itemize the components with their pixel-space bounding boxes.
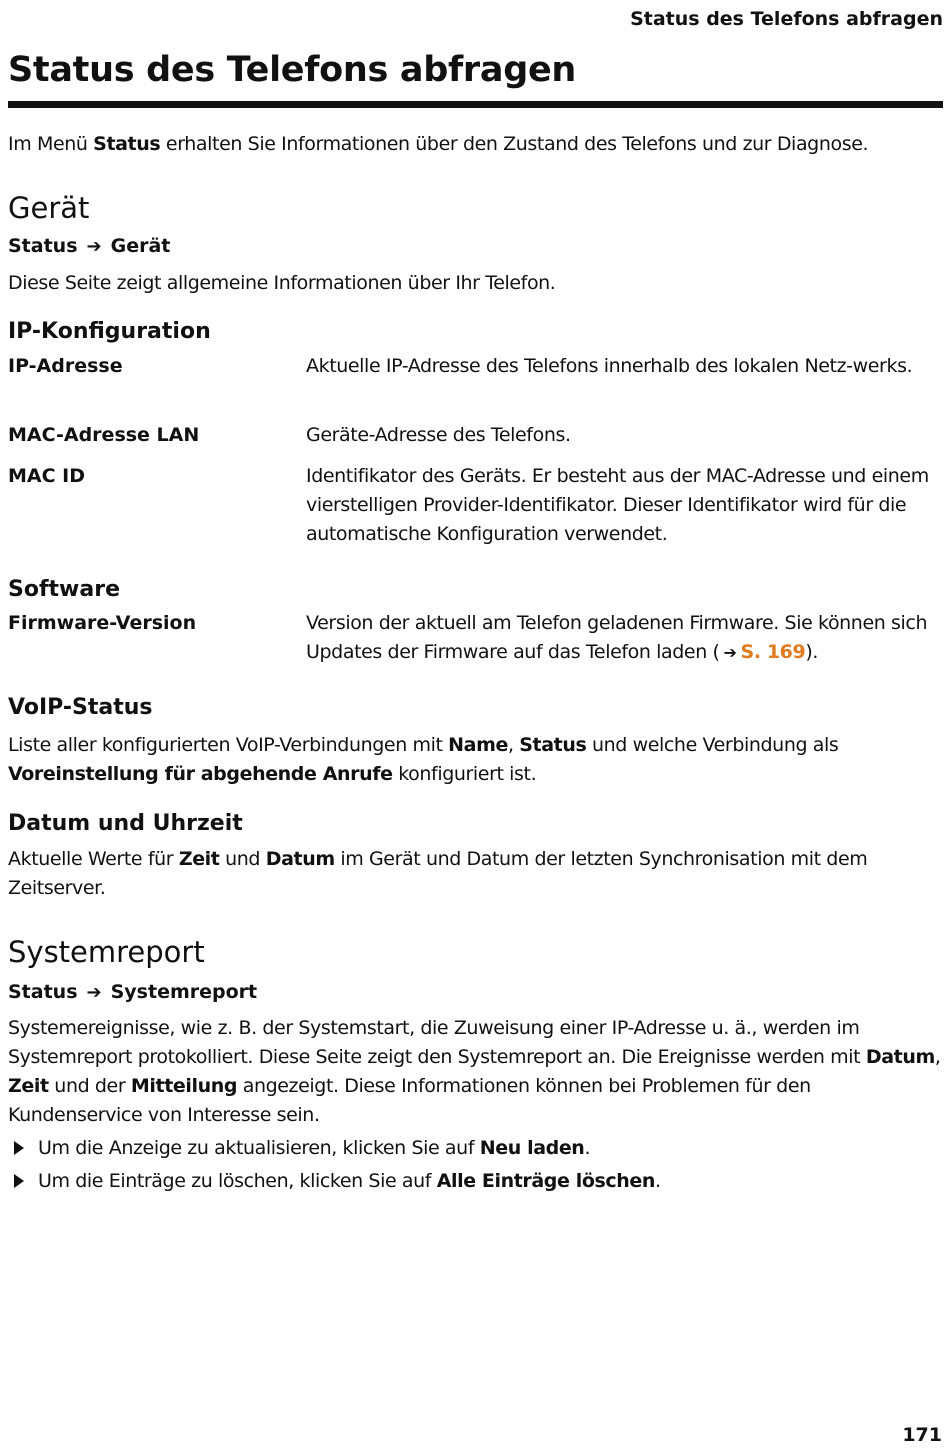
- page-title: Status des Telefons abfragen: [8, 50, 577, 90]
- datetime-text: Aktuelle Werte für: [8, 848, 179, 870]
- voip-text: und welche Verbindung als: [586, 734, 839, 756]
- definition-mac-adresse-lan: Geräte-Adresse des Telefons.: [306, 424, 571, 446]
- voip-text: Liste aller konfigurierten VoIP-Verbindungen mit: [8, 734, 449, 756]
- firmware-text-end: ).: [805, 641, 818, 663]
- systemreport-text: Systemereignisse, wie z. B. der Systemstart, die Zuweisung einer IP-Adresse u. ä., werden im Systemreport protokolliert. Diese Seite zeigt den Systemreport an. Die Ereignisse werden mit: [8, 1017, 866, 1068]
- list-item: [8, 1167, 661, 1196]
- definition-firmware-version: [306, 609, 946, 667]
- subheading-ip-konfiguration: IP-Konfiguration: [8, 319, 211, 344]
- definition-ip-adresse: Aktuelle IP-Adresse des Telefons innerhalb des lokalen Netz-werks.: [306, 355, 913, 377]
- list-item: [8, 1134, 590, 1163]
- bullet-text-end: .: [655, 1170, 661, 1192]
- systemreport-bold-mitteilung: Mitteilung: [130, 1075, 238, 1097]
- arrow-right-icon: ➔: [86, 236, 102, 257]
- nav-path-systemreport: [8, 978, 257, 1007]
- systemreport-text: ,: [934, 1046, 941, 1068]
- datetime-paragraph: [8, 845, 943, 903]
- term-mac-adresse-lan: MAC-Adresse LAN: [8, 424, 200, 446]
- intro-paragraph: [8, 130, 868, 159]
- intro-text: Im Menü: [8, 133, 94, 155]
- subheading-voip-status: VoIP-Status: [8, 695, 153, 720]
- voip-paragraph: [8, 731, 943, 789]
- subheading-software: Software: [8, 577, 120, 602]
- voip-bold-name: Name: [448, 734, 508, 756]
- page-number: 171: [902, 1424, 942, 1446]
- term-ip-adresse: IP-Adresse: [8, 355, 123, 377]
- systemreport-text-end: angezeigt. Diese Informationen können bei Problemen für den Kundenservice von Interesse sein.: [8, 1075, 811, 1126]
- intro-text-end: erhalten Sie Informationen über den Zustand des Telefons und zur Diagnose.: [160, 133, 869, 155]
- systemreport-paragraph: [8, 1014, 943, 1130]
- definition-mac-id: Identifikator des Geräts. Er besteht aus der MAC-Adresse und einem vierstelligen Provider-Identifikator. Dieser Identifikator wird für die automatische Konfiguration verwendet.: [306, 465, 929, 545]
- voip-text-end: konfiguriert ist.: [392, 763, 537, 785]
- nav-to: Gerät: [110, 235, 171, 257]
- section-heading-geraet: Gerät: [8, 191, 90, 225]
- bullet-text: Um die Anzeige zu aktualisieren, klicken Sie auf: [38, 1137, 480, 1159]
- section-heading-systemreport: Systemreport: [8, 935, 205, 969]
- page-reference-link[interactable]: S. 169: [740, 641, 806, 663]
- voip-bold-status: Status: [519, 734, 587, 756]
- intro-bold: Status: [93, 133, 161, 155]
- title-rule: [8, 101, 943, 108]
- bullet-text: Um die Einträge zu löschen, klicken Sie auf: [38, 1170, 437, 1192]
- nav-path-geraet: [8, 232, 170, 261]
- firmware-text: Version der aktuell am Telefon geladenen Firmware. Sie können sich Updates der Firmware auf das Telefon laden (: [306, 612, 928, 663]
- geraet-description: Diese Seite zeigt allgemeine Informationen über Ihr Telefon.: [8, 272, 556, 294]
- arrow-right-icon: ➔: [86, 982, 102, 1003]
- voip-bold-voreinstellung: Voreinstellung für abgehende Anrufe: [8, 763, 393, 785]
- bullet-triangle-icon: [14, 1174, 24, 1188]
- voip-text: ,: [507, 734, 520, 756]
- bullet-text-end: .: [584, 1137, 591, 1159]
- running-header: Status des Telefons abfragen: [630, 8, 943, 30]
- datetime-bold-datum: Datum: [265, 848, 335, 870]
- datetime-text-end: im Gerät und Datum der letzten Synchronisation mit dem Zeitserver.: [8, 848, 868, 899]
- systemreport-text: und der: [48, 1075, 131, 1097]
- arrow-right-icon: ➔: [723, 643, 737, 662]
- bullet-triangle-icon: [14, 1141, 24, 1155]
- datetime-bold-zeit: Zeit: [178, 848, 220, 870]
- alle-eintraege-loeschen-label: Alle Einträge löschen: [436, 1170, 655, 1192]
- subheading-datum-uhrzeit: Datum und Uhrzeit: [8, 811, 243, 836]
- nav-from: Status: [8, 235, 78, 257]
- systemreport-bold-datum: Datum: [865, 1046, 935, 1068]
- systemreport-bold-zeit: Zeit: [8, 1075, 49, 1097]
- term-firmware-version: Firmware-Version: [8, 612, 197, 634]
- nav-from: Status: [8, 981, 78, 1003]
- term-mac-id: MAC ID: [8, 465, 86, 487]
- datetime-text: und: [219, 848, 266, 870]
- neu-laden-label: Neu laden: [479, 1137, 585, 1159]
- nav-to: Systemreport: [110, 981, 258, 1003]
